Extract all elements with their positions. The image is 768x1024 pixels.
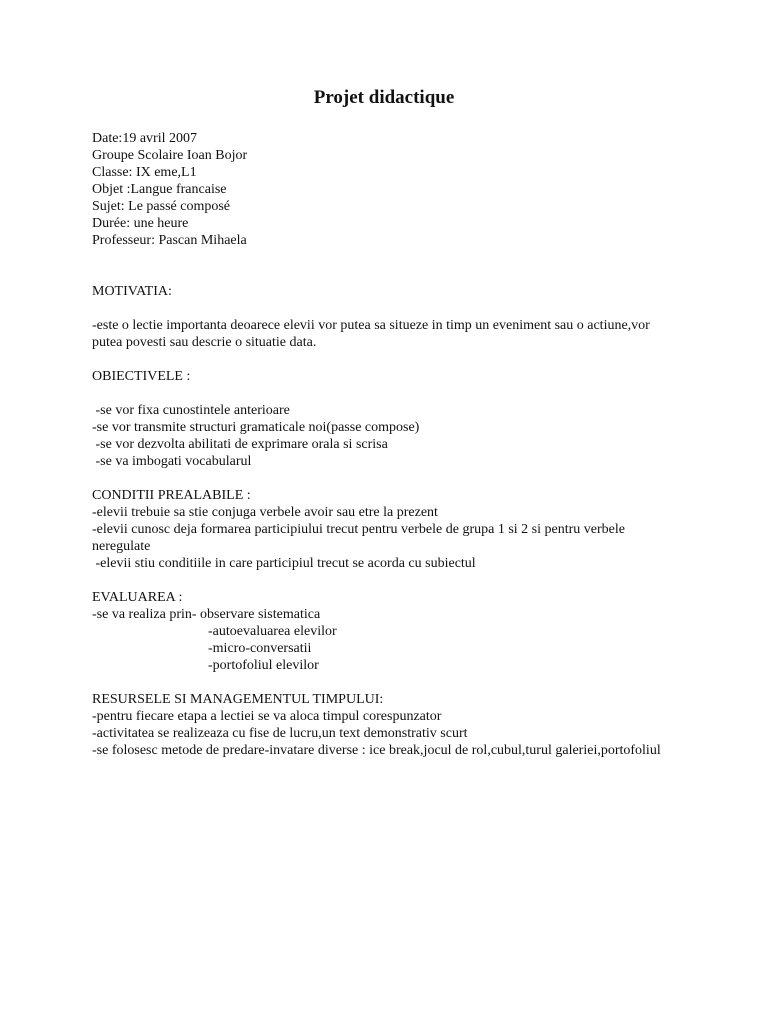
obiectivele-section — [92, 368, 682, 470]
list-item: -se vor transmite structuri gramaticale noi(passe compose) — [92, 420, 420, 435]
evaluarea-section — [92, 589, 682, 674]
header-block — [92, 130, 682, 249]
conditii-section — [92, 487, 682, 572]
list-item: -autoevaluarea elevilor — [208, 624, 337, 639]
resursele-section — [92, 691, 682, 759]
list-item: -se va imbogati vocabularul — [92, 454, 252, 469]
class-line: Classe: IX eme,L1 — [92, 165, 197, 180]
duration-line: Durée: une heure — [92, 216, 189, 231]
list-item: -se va realiza prin- observare sistematica — [92, 607, 321, 622]
date-line: Date:19 avril 2007 — [92, 131, 197, 146]
list-item: -elevii trebuie sa stie conjuga verbele avoir sau etre la prezent — [92, 505, 438, 520]
list-item: -se vor fixa cunostintele anterioare — [92, 403, 290, 418]
list-item: -micro-conversatii — [208, 641, 312, 656]
list-item: -se folosesc metode de predare-invatare diverse : ice break,jocul de rol,cubul,turul galeriei,portofoliul — [92, 743, 661, 758]
list-item: -elevii cunosc deja formarea participiului trecut pentru verbele de grupa 1 si 2 si pentru verbele neregulate — [92, 522, 625, 554]
list-item: -portofoliul elevilor — [208, 658, 319, 673]
school-line: Groupe Scolaire Ioan Bojor — [92, 148, 248, 163]
motivatia-text: -este o lectie importanta deoarece elevii vor putea sa situeze in timp un eveniment sau o actiune,vor putea povesti sau descrie o situatie data. — [92, 318, 650, 350]
subject-object-line: Objet :Langue francaise — [92, 182, 227, 197]
section-heading: RESURSELE SI MANAGEMENTUL TIMPULUI: — [92, 692, 384, 707]
motivatia-section — [92, 283, 682, 351]
section-heading: EVALUAREA : — [92, 590, 183, 605]
section-heading: CONDITII PREALABILE : — [92, 488, 251, 503]
list-item: -activitatea se realizeaza cu fise de lucru,un text demonstrativ scurt — [92, 726, 468, 741]
topic-line: Sujet: Le passé composé — [92, 199, 231, 214]
list-item: -se vor dezvolta abilitati de exprimare orala si scrisa — [92, 437, 388, 452]
document-body — [92, 130, 682, 759]
list-item: -pentru fiecare etapa a lectiei se va aloca timpul corespunzator — [92, 709, 442, 724]
section-heading: OBIECTIVELE : — [92, 369, 191, 384]
document-title: Projet didactique — [313, 87, 455, 108]
list-item: -elevii stiu conditiile in care participiul trecut se acorda cu subiectul — [92, 556, 476, 571]
teacher-line: Professeur: Pascan Mihaela — [92, 233, 247, 248]
section-heading: MOTIVATIA: — [92, 284, 172, 299]
